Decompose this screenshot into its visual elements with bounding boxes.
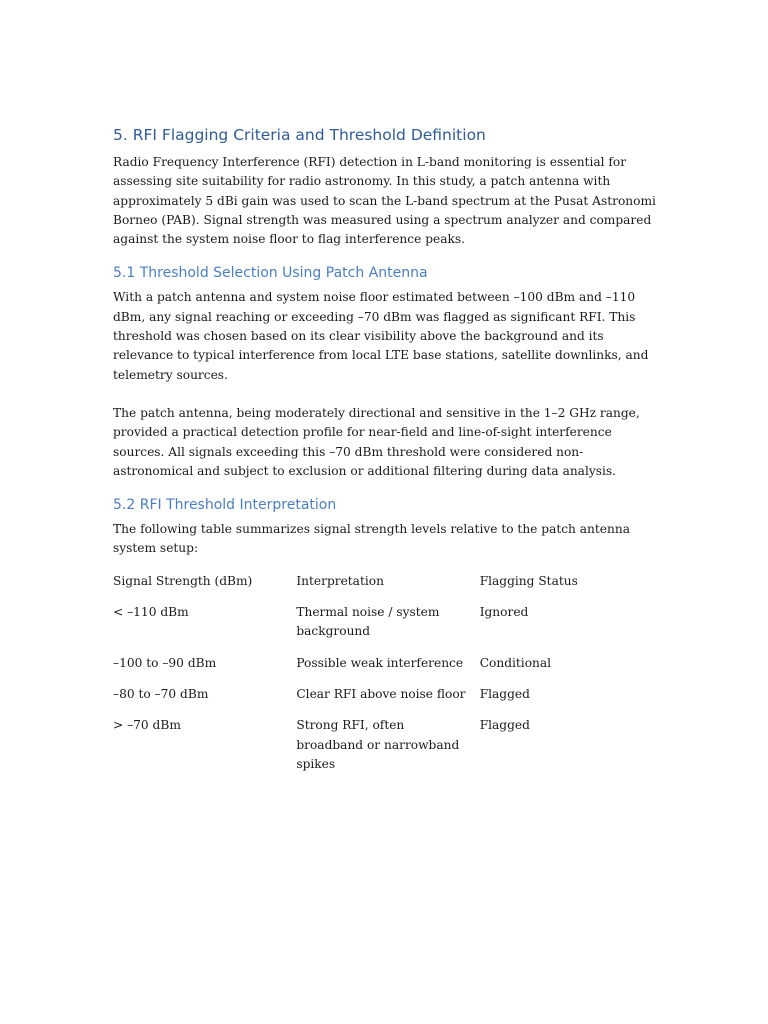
cell-signal-strength: < –110 dBm [113, 605, 189, 620]
threshold-selection-paragraph-1: With a patch antenna and system noise floor estimated between –100 dBm and –110 dBm, any signal reaching or exceeding –70 dBm was flagged as significant RFI. This threshold was chosen based on its clear visibility above the background and its relevance to typical interference from local LTE base stations, satellite downlinks, and telemetry sources. [113, 290, 649, 382]
cell-interpretation: Clear RFI above noise floor [296, 686, 466, 701]
cell-interpretation: Thermal noise / system background [296, 605, 440, 639]
rfi-threshold-table [113, 572, 658, 786]
section-title: 5. RFI Flagging Criteria and Threshold Definition [113, 126, 486, 144]
subsection-title-threshold-selection: 5.1 Threshold Selection Using Patch Antenna [113, 265, 428, 282]
subsection-title-threshold-interpretation: 5.2 RFI Threshold Interpretation [113, 497, 337, 514]
cell-signal-strength: –80 to –70 dBm [113, 686, 209, 701]
column-header-interpretation: Interpretation [296, 573, 384, 588]
table-header-row [113, 572, 658, 603]
cell-flagging-status: Ignored [479, 605, 529, 620]
cell-interpretation: Strong RFI, often broadband or narrowband spikes [296, 718, 460, 771]
cell-flagging-status: Flagged [479, 686, 530, 701]
table-row [113, 654, 658, 685]
intro-paragraph: Radio Frequency Interference (RFI) detection in L-band monitoring is essential for assessing site suitability for radio astronomy. In this study, a patch antenna with approximately 5 dBi gain was used to scan the L-band spectrum at the Pusat Astronomi Borneo (PAB). Signal strength was measured using a spectrum analyzer and compared against the system noise floor to flag interference peaks. [113, 155, 656, 247]
cell-flagging-status: Conditional [479, 655, 552, 670]
column-header-signal-strength: Signal Strength (dBm) [113, 573, 253, 588]
cell-interpretation: Possible weak interference [296, 655, 464, 670]
threshold-selection-paragraph-2: The patch antenna, being moderately directional and sensitive in the 1–2 GHz range, provided a practical detection profile for near-field and line-of-sight interference sources. All signals exceeding this –70 dBm threshold were considered non-astronomical and subject to exclusion or additional filtering during data analysis. [113, 405, 640, 478]
cell-signal-strength: > –70 dBm [113, 718, 181, 733]
threshold-interpretation-paragraph: The following table summarizes signal strength levels relative to the patch antenna system setup: [113, 522, 630, 556]
table-row [113, 603, 658, 654]
document-page [113, 124, 658, 786]
table-row [113, 685, 658, 716]
table-row [113, 716, 658, 786]
cell-signal-strength: –100 to –90 dBm [113, 655, 217, 670]
column-header-flagging-status: Flagging Status [479, 573, 578, 588]
cell-flagging-status: Flagged [479, 718, 530, 733]
